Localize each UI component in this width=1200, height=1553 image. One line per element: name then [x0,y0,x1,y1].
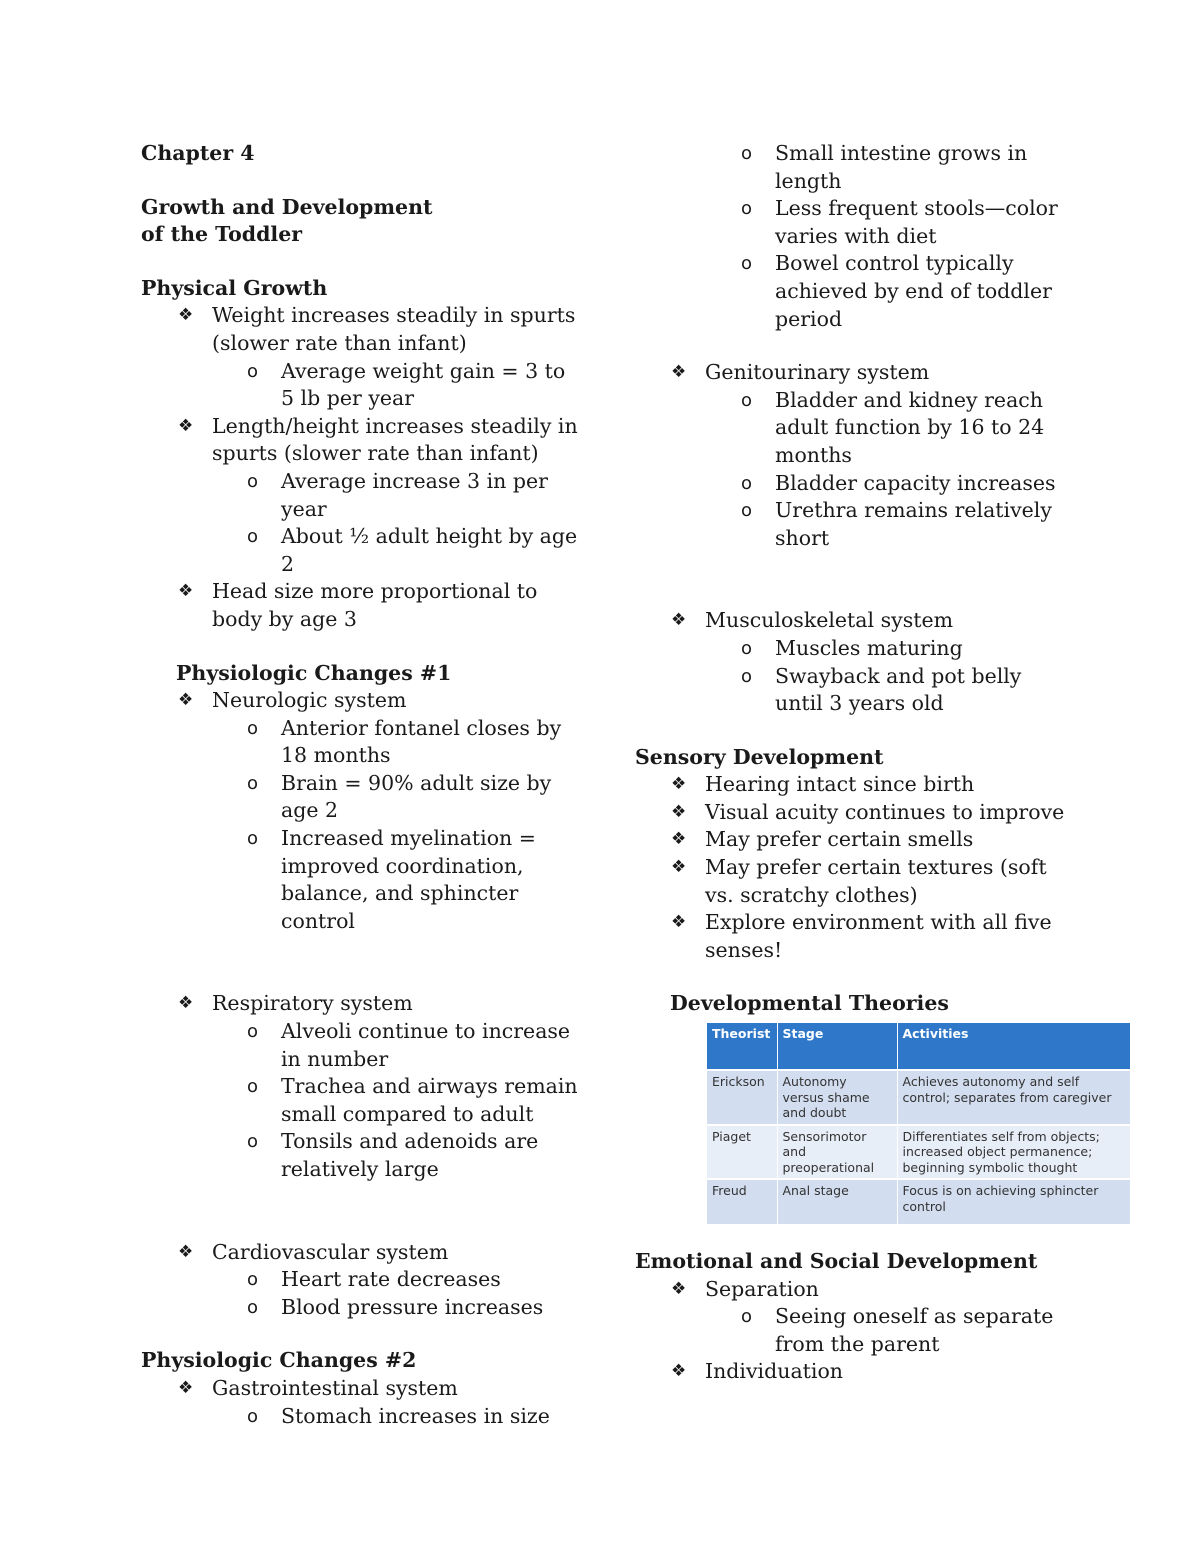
sub-list-item: o Trachea and airways remain small compared to adult [247,1074,578,1126]
table-row [707,1179,1130,1224]
list-item: ❖ Length/height increases steadily in spurts (slower rate than infant) [178,413,578,466]
diamond-bullet-icon: ❖ [178,581,194,602]
list-item: ❖ Head size more proportional to body by age 3 [178,579,538,631]
sub-list-item: o Tonsils and adenoids are relatively large [247,1129,539,1181]
circle-bullet-icon: o [741,637,753,659]
sub-list-item: o Increased myelination = improved coordination, balance, and sphincter control [247,826,536,933]
sub-list-item: o Anterior fontanel closes by 18 months [247,715,562,768]
physiologic-changes-2-heading: Physiologic Changes #2 [141,1348,417,1373]
diamond-bullet-icon: ❖ [178,993,194,1014]
circle-bullet-icon: o [741,253,753,275]
diamond-bullet-icon: ❖ [178,690,194,711]
list-item: ❖ Genitourinary system [635,359,1075,387]
circle-bullet-icon: o [741,143,753,164]
circle-bullet-icon: o [247,772,259,794]
table-cell: Piaget [707,1125,777,1180]
circle-bullet-icon: o [741,500,753,522]
emotional-social-heading: Emotional and Social Development [635,1249,1038,1274]
sub-list-item: o Blood pressure increases [141,1294,581,1322]
circle-bullet-icon: o [247,1296,259,1318]
sub-list-item: o Bowel control typically achieved by end of toddler period [741,251,1052,331]
list-item: ❖ Individuation [635,1358,1075,1386]
sub-list-item: o Bladder capacity increases [635,470,1075,498]
diamond-bullet-icon: ❖ [178,305,194,326]
sub-list-item: o Alveoli continue to increase in number [247,1019,571,1071]
table-header-cell: Theorist [707,1023,777,1070]
list-item: ❖ Separation [635,1276,1075,1304]
list-item: ❖ Hearing intact since birth [635,771,1075,799]
diamond-bullet-icon: ❖ [178,1241,194,1262]
diamond-bullet-icon: ❖ [671,1278,687,1299]
table-cell: Differentiates self from objects; increased object permanence; beginning symbolic thought [897,1125,1130,1180]
list-item: ❖ May prefer certain textures (soft vs. scratchy clothes) [671,855,1047,907]
diamond-bullet-icon: ❖ [671,829,687,850]
sub-list-item: o Swayback and pot belly until 3 years old [741,663,1022,716]
list-item: ❖ May prefer certain smells [635,826,1075,854]
table-cell: Freud [707,1179,777,1224]
circle-bullet-icon: o [741,198,753,220]
list-item: ❖ Visual acuity continues to improve [635,799,1075,827]
table-header-row [707,1023,1130,1070]
table-row [707,1070,1130,1125]
diamond-bullet-icon: ❖ [671,362,687,383]
diamond-bullet-icon: ❖ [671,912,687,933]
title-line-1: Growth and Development [141,194,433,219]
circle-bullet-icon: o [741,389,753,411]
sub-list-item: o Urethra remains relatively short [741,498,1052,550]
circle-bullet-icon: o [247,828,259,850]
chapter-heading: Chapter 4 [141,141,255,165]
list-item: ❖ Musculoskeletal system [635,607,1075,635]
list-item: ❖ Cardiovascular system [141,1239,581,1267]
sub-list-item: o Heart rate decreases [141,1266,581,1294]
sub-list-item: o Brain = 90% adult size by age 2 [247,770,552,823]
sub-list-item: o Muscles maturing [635,635,1075,663]
circle-bullet-icon: o [247,526,259,548]
circle-bullet-icon: o [741,472,753,494]
sub-list-item: o Stomach increases in size [141,1403,581,1431]
diamond-bullet-icon: ❖ [671,1361,687,1382]
diamond-bullet-icon: ❖ [671,774,687,795]
list-item: ❖ Neurologic system [141,687,581,715]
diamond-bullet-icon: ❖ [671,610,687,631]
diamond-bullet-icon: ❖ [671,801,687,822]
physiologic-changes-1-heading: Physiologic Changes #1 [176,660,452,685]
list-item: ❖ Explore environment with all five senses! [671,910,1052,962]
sub-list-item: o Small intestine grows in length [741,141,1028,193]
title-line-2: of the Toddler [141,222,303,247]
list-item: ❖ Weight increases steadily in spurts (slower rate than infant) [178,303,576,355]
circle-bullet-icon: o [247,717,259,739]
left-column [141,140,581,1430]
table-cell: Autonomy versus shame and doubt [777,1070,897,1125]
table-cell: Erickson [707,1070,777,1125]
table-row [707,1125,1130,1180]
diamond-bullet-icon: ❖ [671,857,687,878]
circle-bullet-icon: o [247,360,259,382]
diamond-bullet-icon: ❖ [178,415,194,436]
sub-list-item: o About ½ adult height by age 2 [247,524,578,576]
sub-list-item: o Less frequent stools—color varies with diet [741,196,1058,248]
circle-bullet-icon: o [247,1269,259,1291]
table-cell: Anal stage [777,1179,897,1224]
sub-list-item: o Seeing oneself as separate from the parent [741,1304,1054,1356]
circle-bullet-icon: o [741,1306,753,1328]
table-cell: Sensorimotor and preoperational [777,1125,897,1180]
table-header-cell: Stage [777,1023,897,1070]
diamond-bullet-icon: ❖ [178,1377,194,1398]
sub-list-item: o Average weight gain = 3 to 5 lb per year [247,358,566,411]
circle-bullet-icon: o [247,470,259,492]
circle-bullet-icon: o [247,1405,259,1427]
circle-bullet-icon: o [247,1076,259,1098]
sensory-development-heading: Sensory Development [635,744,884,769]
list-item: ❖ Respiratory system [141,990,581,1018]
table-cell: Achieves autonomy and self control; separates from caregiver [897,1070,1130,1125]
developmental-theories-heading: Developmental Theories [670,991,949,1016]
circle-bullet-icon: o [247,1021,259,1043]
list-item: ❖ Gastrointestinal system [141,1375,581,1403]
circle-bullet-icon: o [247,1131,259,1153]
physical-growth-heading: Physical Growth [141,275,328,300]
circle-bullet-icon: o [741,665,753,687]
sub-list-item: o Bladder and kidney reach adult function by 16 to 24 months [741,387,1045,467]
table-cell: Focus is on achieving sphincter control [897,1179,1130,1224]
sub-list-item: o Average increase 3 in per year [247,468,548,521]
developmental-theories-table [707,1023,1130,1224]
table-header-cell: Activities [897,1023,1130,1070]
